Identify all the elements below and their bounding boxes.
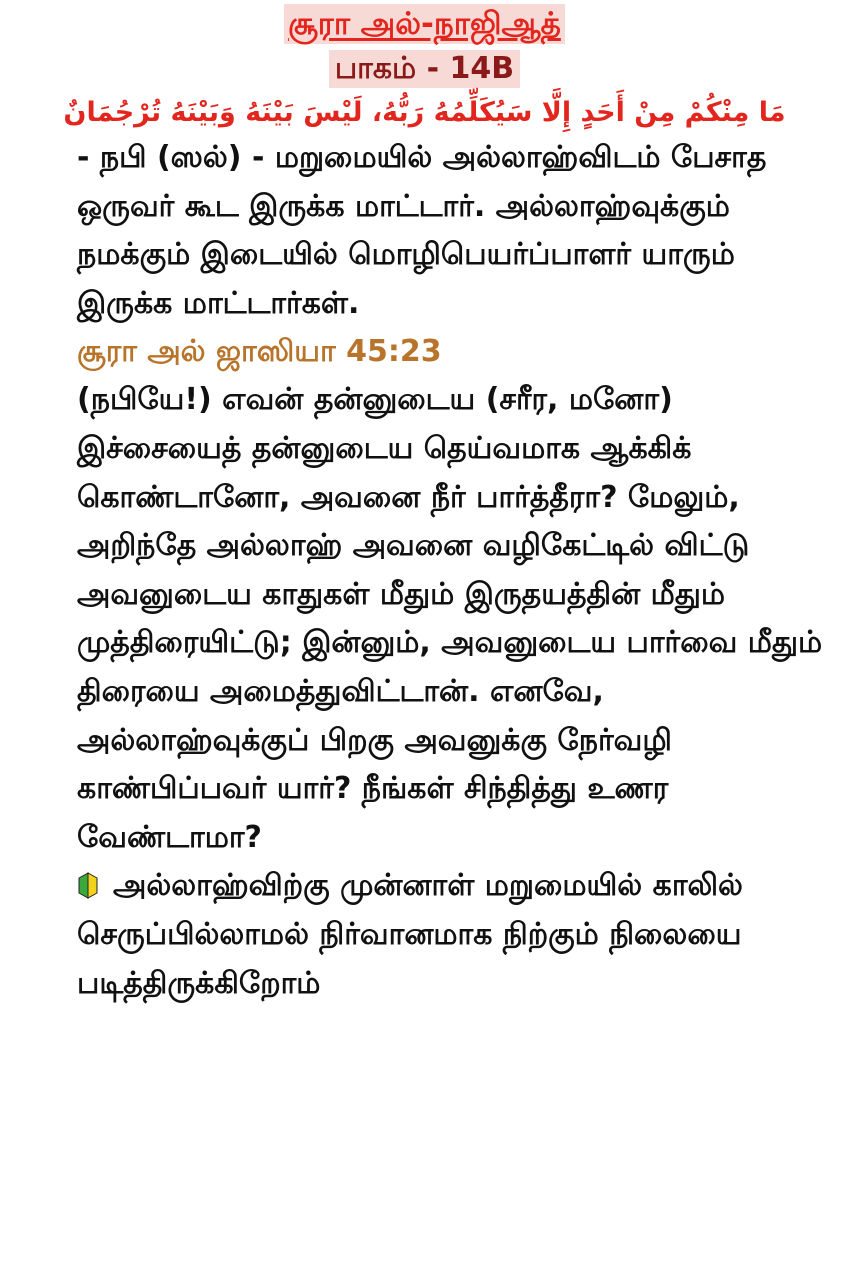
beginner-leaf-icon bbox=[77, 866, 99, 896]
surah-title: சூரா அல்-நாஜிஆத் bbox=[284, 4, 565, 44]
title-row bbox=[0, 0, 849, 44]
arabic-verse: مَا مِنْكُمْ مِنْ أَحَدٍ إِلَّا سَيُكَلِّمُهُ رَبُّهُ، لَيْسَ بَيْنَهُ وَبَيْنَهُ تُرْجُمَانٌ bbox=[63, 97, 786, 128]
quran-reference: சூரா அல் ஜாஸியா 45:23 bbox=[77, 334, 442, 370]
note-text: அல்லாஹ்விற்கு முன்னாள் மறுமையில் காலில் செருப்பில்லாமல் நிர்வானமாக நிற்கும் நிலையை படித்திருக்கிறோம் bbox=[77, 868, 743, 1001]
quran-translation: (நபியே!) எவன் தன்னுடைய (சரீர, மனோ) இச்சையைத் தன்னுடைய தெய்வமாக ஆக்கிக் கொண்டானோ, அவனை நீர் பார்த்தீரா? மேலும், அறிந்தே அல்லாஹ் அவனை வழிகேட்டில் விட்டு அவனுடைய காதுகள் மீதும் இருதயத்தின் மீதும் முத்திரையிட்டு; இன்னும், அவனுடைய பார்வை மீதும் திரையை அமைத்துவிட்டான். எனவே, அல்லாஹ்வுக்குப் பிறகு அவனுக்கு நேர்வழி காண்பிப்பவர் யார்? நீங்கள் சிந்தித்து உணர வேண்டாமா? bbox=[77, 382, 823, 855]
hadith-text: - நபி (ஸல்) - மறுமையில் அல்லாஹ்விடம் பேசாத ஒருவர் கூட இருக்க மாட்டார். அல்லாஹ்வுக்கும் நமக்கும் இடையில் மொழிபெயர்ப்பாளர் யாரும் இருக்க மாட்டார்கள். bbox=[77, 140, 767, 321]
part-label: பாகம் - 14B bbox=[329, 50, 520, 88]
part-row bbox=[0, 50, 849, 88]
note-paragraph bbox=[77, 862, 829, 1008]
content-body bbox=[0, 134, 849, 1008]
